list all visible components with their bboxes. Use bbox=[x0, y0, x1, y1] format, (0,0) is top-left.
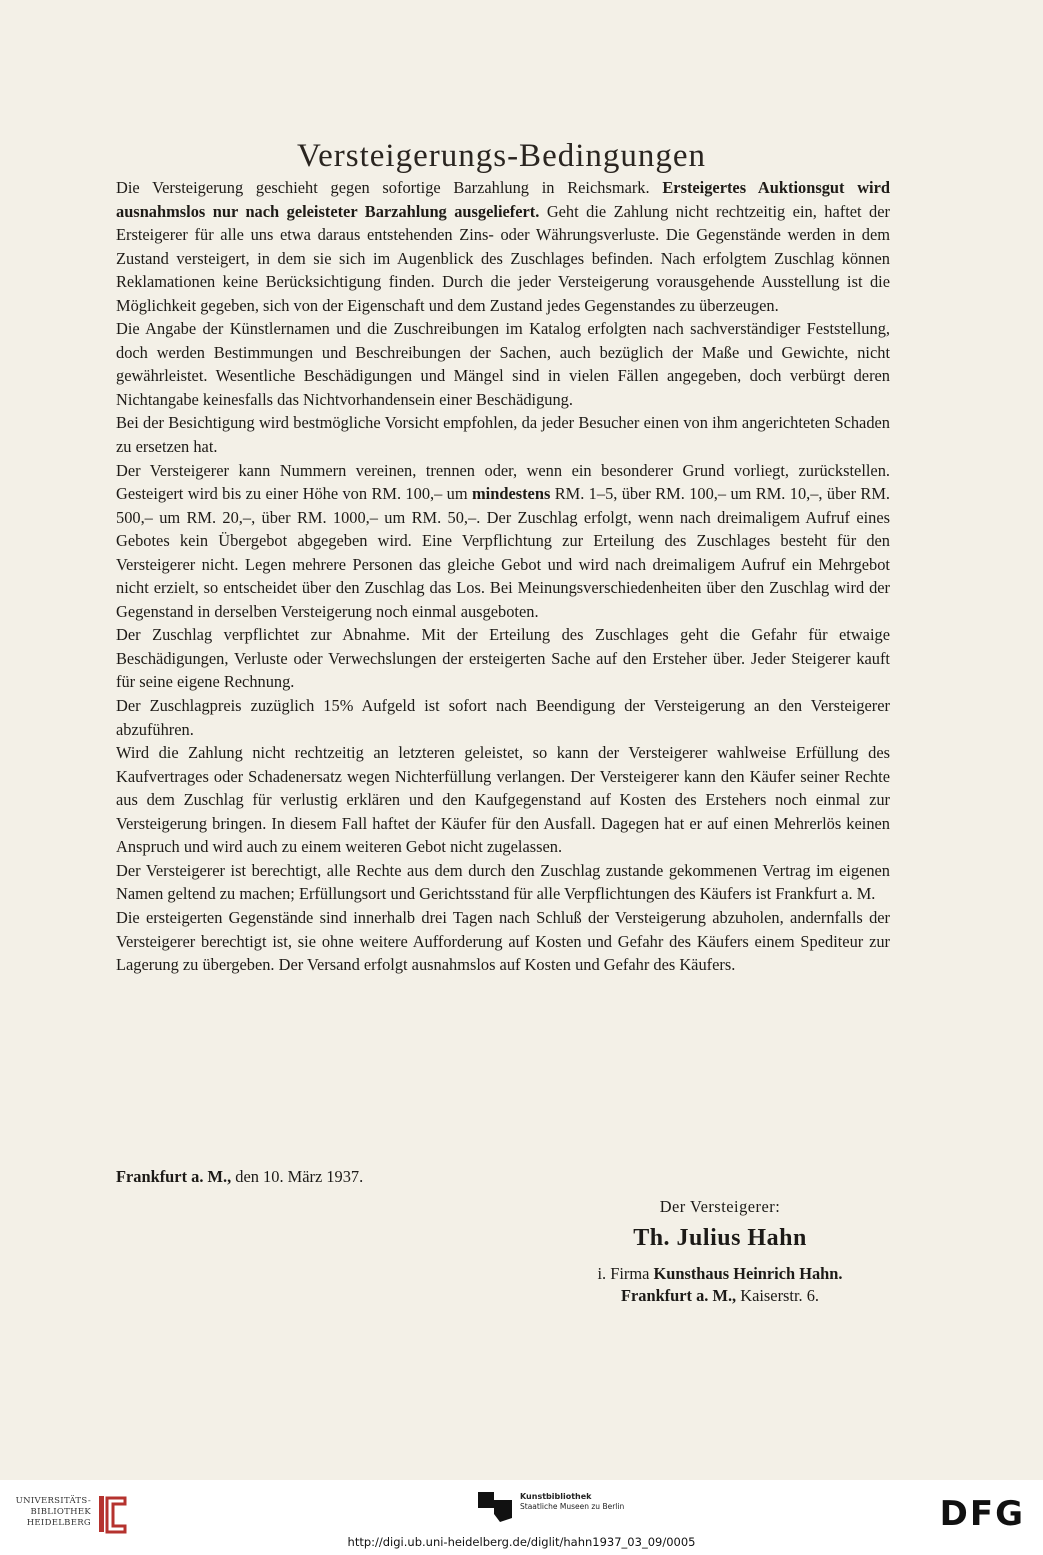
text-run: Geht die Zahlung nicht rechtzeitig ein, haftet der Ersteigerer für alle uns etwa daraus entstehenden Zins- oder Währungsverluste. Die Gegenstände werden in dem Zustand versteigert, in dem sie sich im Augenblick des Zuschlages befinden. Nach erfolgtem Zuschlag können Reklamationen keine Berücksichtigung finden. Durch die jeder Versteigerung vorausgehende Ausstellung ist die Möglichkeit gegeben, sich von der Eigenschaft und dem Zustand jedes Gegenstandes zu überzeugen. bbox=[116, 201, 890, 315]
kunstbibliothek-emblem-icon bbox=[478, 1492, 514, 1526]
kunstbibliothek-text: Kunstbibliothek Staatliche Museen zu Berlin bbox=[520, 1492, 625, 1511]
dateline bbox=[116, 1167, 363, 1187]
signature-address bbox=[545, 1286, 895, 1306]
text-run: Bei der Besichtigung wird bestmögliche Vorsicht empfohlen, da jeder Besucher einen von ihm angerichteten Schaden zu ersetzen hat. bbox=[116, 413, 890, 457]
text-run: Die Angabe der Künstlernamen und die Zuschreibungen im Katalog erfolgten nach sachverständiger Feststellung, doch werden Bestimmungen und Beschreibungen der Sachen, auch bezüglich der Maße und Gewichte, nicht gewährleistet. Wesentliche Beschädigungen und Mängel sind in vielen Fällen angegeben, doch verbürgt deren Nichtangabe keinesfalls das Nichtvorhandensein einer Beschädigung. bbox=[116, 319, 890, 409]
terms-paragraph bbox=[116, 694, 890, 741]
dfg-logo[interactable]: DFG bbox=[939, 1494, 1025, 1534]
text-run: Der Versteigerer kann Nummern vereinen, trennen oder, wenn ein besonderer Grund vorliegt, zurückstellen. Gesteigert wird bis zu einer Höhe von RM. 100,– um bbox=[116, 460, 890, 504]
university-emblem-icon bbox=[95, 1492, 131, 1536]
firm-prefix: i. Firma bbox=[597, 1264, 654, 1283]
page-title: Versteigerungs-Bedingungen bbox=[296, 138, 707, 174]
bold-text: mindestens bbox=[472, 484, 551, 504]
terms-paragraph bbox=[116, 176, 890, 317]
firm-name: Kunsthaus Heinrich Hahn. bbox=[653, 1264, 843, 1283]
signature-label: Der Versteigerer: bbox=[659, 1197, 781, 1216]
source-url[interactable]: http://digi.ub.uni-heidelberg.de/diglit/hahn1937_03_09/0005 bbox=[347, 1535, 696, 1549]
kunstbibliothek-logo[interactable] bbox=[478, 1490, 658, 1530]
footer-bar bbox=[0, 1480, 1043, 1555]
signature-firm bbox=[545, 1264, 895, 1284]
text-run: RM. 1–5, über RM. 100,– um RM. 10,–, über RM. 500,– um RM. 20,–, über RM. 1000,– um RM. 50,–. Der Zuschlag erfolgt, wenn nach dreimaligem Aufruf eines Gebotes kein Übergebot abgegeben wird. Eine Verpflichtung zur Erteilung des Zuschlages besteht für den Versteigerer nicht. Legen mehrere Personen das gleiche Gebot und wird nach dreimaligem Aufruf ein Mehrgebot nicht erzielt, so entscheidet über den Zuschlag das Los. Bei Meinungsverschiedenheiten über den Zuschlag wird der Gegenstand in derselben Versteigerung noch einmal ausgeboten. bbox=[116, 484, 890, 621]
university-name: UNIVERSITÄTS- BIBLIOTHEK HEIDELBERG bbox=[15, 1496, 91, 1528]
text-run: Die Versteigerung geschieht gegen sofortige Barzahlung in Reichsmark. bbox=[116, 178, 663, 197]
text-run: Wird die Zahlung nicht rechtzeitig an letzteren geleistet, so kann der Versteigerer wahlweise Erfüllung des Kaufvertrages oder Schadenersatz wegen Nichterfüllung verlangen. Der Versteigerer kann den Käufer seiner Rechte aus dem Zuschlag für verlustig erklären und den Kaufgegenstand auf Kosten des Erstehers noch einmal zur Versteigerung bringen. In diesem Fall haftet der Käufer für den Ausfall. Dagegen hat er auf einen Mehrerlös keinen Anspruch und wird auch zu einem weiteren Gebot nicht zugelassen. bbox=[116, 743, 890, 857]
terms-paragraph bbox=[116, 317, 890, 411]
terms-paragraph bbox=[116, 741, 890, 859]
text-run: Der Zuschlagpreis zuzüglich 15% Aufgeld ist sofort nach Beendigung der Versteigerung an den Versteigerer abzuführen. bbox=[116, 696, 890, 739]
signature-name: Th. Julius Hahn bbox=[633, 1225, 807, 1251]
text-run: Der Versteigerer ist berechtigt, alle Rechte aus dem durch den Zuschlag zustande gekommenen Vertrag im eigenen Namen geltend zu machen; Erfüllungsort und Gerichtsstand für alle Verpflichtungen des Käufers ist Frankfurt a. M. bbox=[116, 860, 890, 904]
dateline-date: den 10. März 1937. bbox=[231, 1167, 364, 1186]
terms-body bbox=[116, 176, 890, 977]
text-run: Der Zuschlag verpflichtet zur Abnahme. Mit der Erteilung des Zuschlages geht die Gefahr für etwaige Beschädigungen, Verluste oder Verwechslungen der ersteigerten Sache auf den Ersteher über. Jeder Steigerer kauft für seine eigene Rechnung. bbox=[116, 625, 890, 692]
address-city: Frankfurt a. M., bbox=[620, 1286, 737, 1305]
terms-paragraph bbox=[116, 459, 890, 624]
terms-paragraph bbox=[116, 906, 890, 977]
terms-paragraph bbox=[116, 859, 890, 906]
university-library-logo[interactable] bbox=[15, 1490, 130, 1538]
dateline-place: Frankfurt a. M., bbox=[116, 1167, 232, 1186]
terms-paragraph bbox=[116, 623, 890, 694]
address-street: Kaiserstr. 6. bbox=[736, 1286, 820, 1305]
bold-text: Ersteigertes Auktionsgut wird ausnahmslos nur nach geleisteter Barzahlung ausgeliefert. bbox=[116, 178, 890, 221]
text-run: Die ersteigerten Gegenstände sind innerhalb drei Tagen nach Schluß der Versteigerung abzuholen, andernfalls der Versteigerer berechtigt ist, sie ohne weitere Aufforderung auf Kosten und Gefahr des Käufers einem Spediteur zur Lagerung zu übergeben. Der Versand erfolgt ausnahmslos auf Kosten und Gefahr des Käufers. bbox=[116, 907, 890, 975]
terms-paragraph bbox=[116, 411, 890, 458]
